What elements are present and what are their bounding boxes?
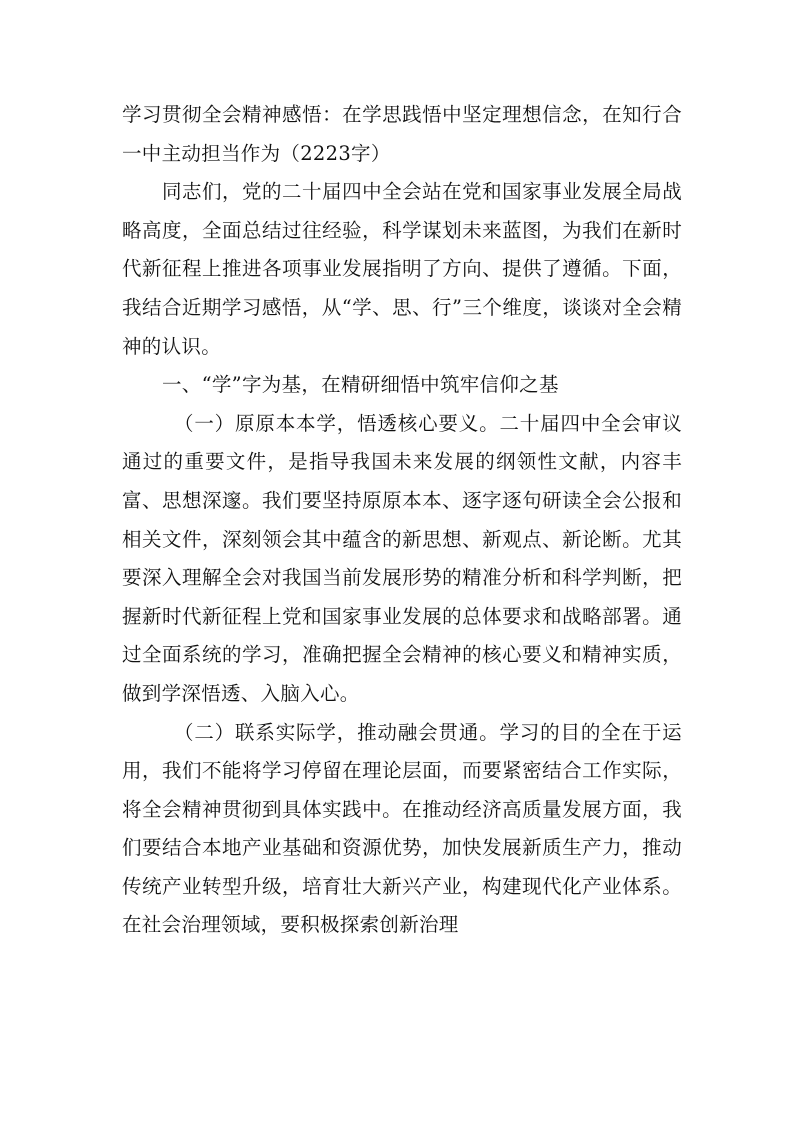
document-title: 学习贯彻全会精神感悟：在学思践悟中坚定理想信念，在知行合一中主动担当作为（2223字） (122, 103, 682, 165)
section-1-heading: 一、“学”字为基，在精研细悟中筑牢信仰之基 (162, 373, 559, 397)
document-body (122, 96, 682, 945)
section-1-point-1: （一）原原本本学，悟透核心要义。二十届四中全会审议通过的重要文件，是指导我国未来发展的纲领性文献，内容丰富、思想深邃。我们要坚持原原本本、逐字逐句研读全会公报和相关文件，深刻领会其中蕴含的新思想、新观点、新论断。尤其要深入理解全会对我国当前发展形势的精准分析和科学判断，把握新时代新征程上党和国家事业发展的总体要求和战略部署。通过全面系统的学习，准确把握全会精神的核心要义和精神实质，做到学深悟透、入脑入心。 (122, 411, 682, 705)
intro-paragraph: 同志们，党的二十届四中全会站在党和国家事业发展全局战略高度，全面总结过往经验，科学谋划未来蓝图，为我们在新时代新征程上推进各项事业发展指明了方向、提供了遵循。下面，我结合近期学习感悟，从“学、思、行”三个维度，谈谈对全会精神的认识。 (122, 180, 682, 358)
section-1-point-2: （二）联系实际学，推动融会贯通。学习的目的全在于运用，我们不能将学习停留在理论层面，而要紧密结合工作实际，将全会精神贯彻到具体实践中。在推动经济高质量发展方面，我们要结合本地产业基础和资源优势，加快发展新质生产力，推动传统产业转型升级，培育壮大新兴产业，构建现代化产业体系。在社会治理领域，要积极探索创新治理 (122, 720, 682, 937)
